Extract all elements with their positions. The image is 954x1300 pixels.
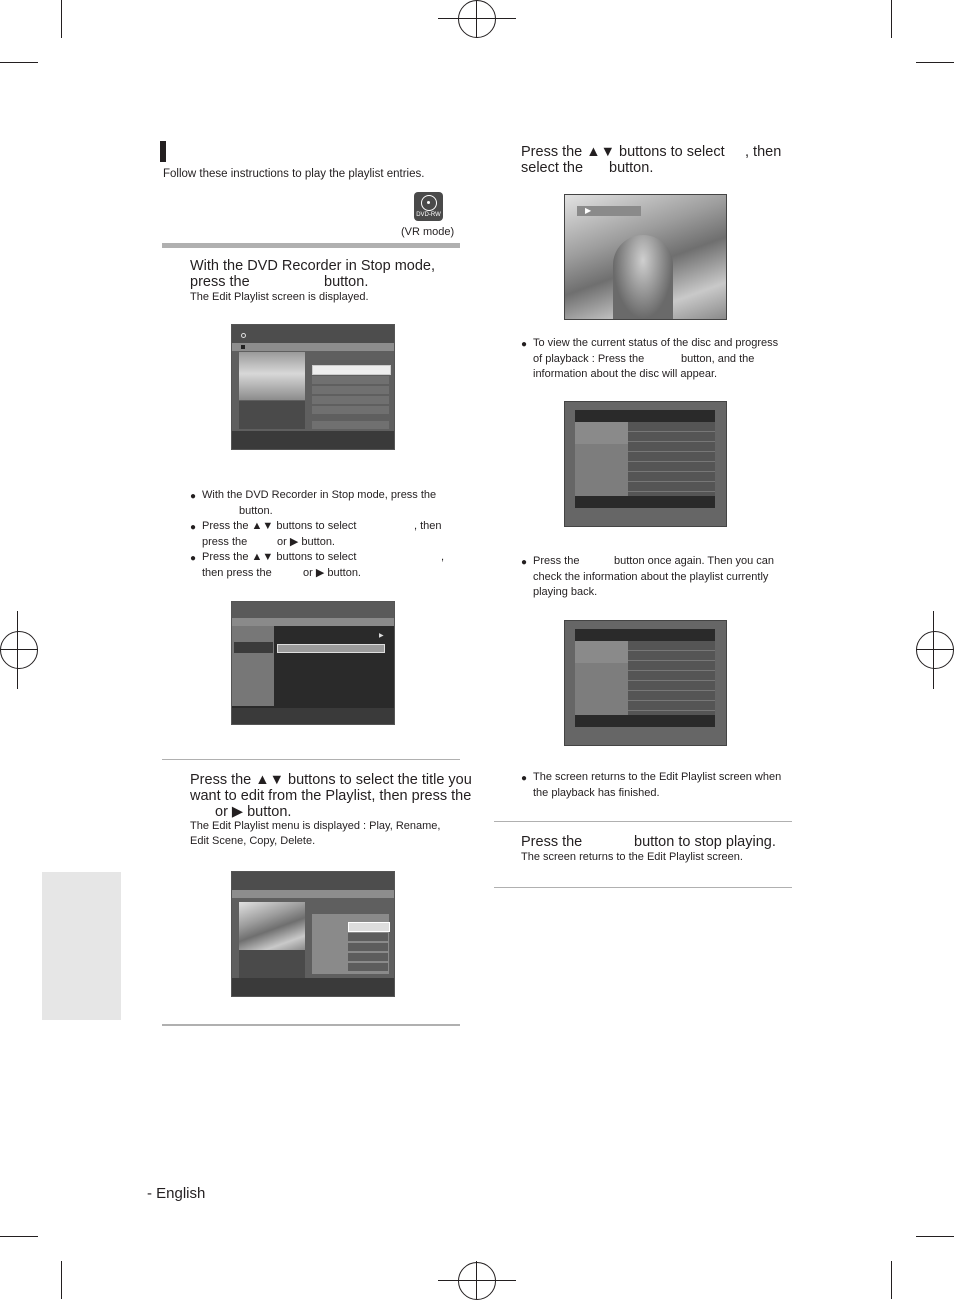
disc-info-screen bbox=[564, 401, 727, 527]
bullet2-line1b: , then bbox=[414, 520, 442, 532]
section-heading-bar bbox=[160, 141, 166, 162]
step4-line1b: button to stop playing. bbox=[634, 834, 776, 850]
bullet-dot: ● bbox=[190, 553, 197, 564]
step2-sub2: Edit Scene, Copy, Delete. bbox=[190, 835, 316, 847]
bullet2-line2b: or ▶ button. bbox=[277, 535, 335, 548]
step1-heading bbox=[190, 258, 435, 290]
bullet2-line1a: Press the ▲▼ buttons to select bbox=[202, 520, 357, 532]
bullet-dot: ● bbox=[521, 557, 528, 568]
edit-playlist-screen bbox=[231, 324, 395, 450]
crop-mark bbox=[0, 1236, 38, 1237]
rb1-line1: To view the current status of the disc and progress bbox=[533, 337, 779, 349]
divider bbox=[494, 821, 792, 822]
rb3-line2: the playback has finished. bbox=[533, 786, 660, 799]
divider bbox=[162, 759, 460, 760]
step3-line1a: Press the ▲▼ buttons to select bbox=[521, 144, 725, 160]
bullet-dot: ● bbox=[190, 491, 197, 502]
bullet3-line2b: or ▶ button. bbox=[303, 566, 361, 579]
dvd-rw-disc-icon bbox=[414, 192, 443, 221]
title-list-menu-screen: ▶ bbox=[231, 601, 395, 725]
step2-line1: Press the ▲▼ buttons to select the title you bbox=[190, 772, 472, 788]
rb2-line1b: button once again. Then you can bbox=[614, 555, 775, 567]
vr-mode-label: (VR mode) bbox=[401, 226, 455, 238]
edit-playlist-menu-screen bbox=[231, 871, 395, 997]
bullet3-line1a: Press the ▲▼ buttons to select bbox=[202, 551, 357, 563]
bullet1-line1: With the DVD Recorder in Stop mode, press the bbox=[202, 489, 437, 501]
crop-mark bbox=[916, 1236, 954, 1237]
step2-line2: want to edit from the Playlist, then press the bbox=[190, 788, 472, 804]
step2-sub1: The Edit Playlist menu is displayed : Play, Rename, bbox=[190, 820, 441, 832]
bullet3-line2a: then press the bbox=[202, 566, 272, 579]
bullet-dot: ● bbox=[521, 773, 528, 784]
step4-sub: The screen returns to the Edit Playlist screen. bbox=[521, 851, 743, 863]
crop-mark bbox=[61, 0, 62, 38]
rb2-line1a: Press the bbox=[533, 555, 580, 567]
step2-line3: or ▶ button. bbox=[215, 804, 292, 820]
rb2-line2: check the information about the playlist currently bbox=[533, 570, 769, 583]
side-tab bbox=[42, 872, 121, 1020]
bullet2-line2a: press the bbox=[202, 535, 248, 548]
bullet1-line2: button. bbox=[239, 504, 273, 517]
step3-line2a: select the bbox=[521, 160, 584, 176]
step1-line1: With the DVD Recorder in Stop mode, bbox=[190, 258, 435, 274]
crop-mark bbox=[0, 62, 38, 63]
playlist-info-screen bbox=[564, 620, 727, 746]
step3-line2b: button. bbox=[609, 160, 654, 176]
rb1-line2a: of playback : Press the bbox=[533, 352, 645, 365]
bullet-list bbox=[190, 488, 460, 581]
rb3-line1: The screen returns to the Edit Playlist screen when bbox=[533, 771, 782, 783]
step3-heading bbox=[521, 144, 791, 176]
section-rule bbox=[162, 243, 460, 248]
step3-line1b: , then bbox=[745, 144, 782, 160]
crop-mark bbox=[916, 62, 954, 63]
page-footer-language: - English bbox=[147, 1185, 206, 1202]
crop-mark bbox=[61, 1261, 62, 1299]
rb2-line3: playing back. bbox=[533, 586, 598, 598]
step4-line1a: Press the bbox=[521, 834, 583, 850]
rb1-line2b: button, and the bbox=[681, 352, 755, 365]
play-icon: ▶ bbox=[585, 206, 592, 215]
bullet-dot: ● bbox=[521, 339, 528, 350]
crop-mark bbox=[891, 0, 892, 38]
step4-heading bbox=[521, 834, 791, 850]
intro-text: Follow these instructions to play the playlist entries. bbox=[163, 168, 425, 180]
thumbnail-dolphin bbox=[239, 902, 305, 950]
crop-mark bbox=[891, 1261, 892, 1299]
step1-line2a: press the bbox=[190, 274, 250, 290]
dvd-rw-label: DVD-RW bbox=[416, 212, 441, 218]
step1-line2b: button. bbox=[324, 274, 369, 290]
thumbnail-seagulls bbox=[239, 352, 305, 400]
bullet-dot: ● bbox=[190, 522, 197, 533]
rb1-line3: information about the disc will appear. bbox=[533, 368, 718, 380]
step2-heading bbox=[190, 772, 472, 820]
divider bbox=[494, 887, 792, 888]
section-rule-bottom bbox=[162, 1024, 460, 1026]
step1-sub: The Edit Playlist screen is displayed. bbox=[190, 291, 369, 303]
step2-sub bbox=[190, 819, 440, 849]
playback-screen-dolphin bbox=[564, 194, 727, 320]
bullet3-line1b: , bbox=[441, 551, 445, 563]
